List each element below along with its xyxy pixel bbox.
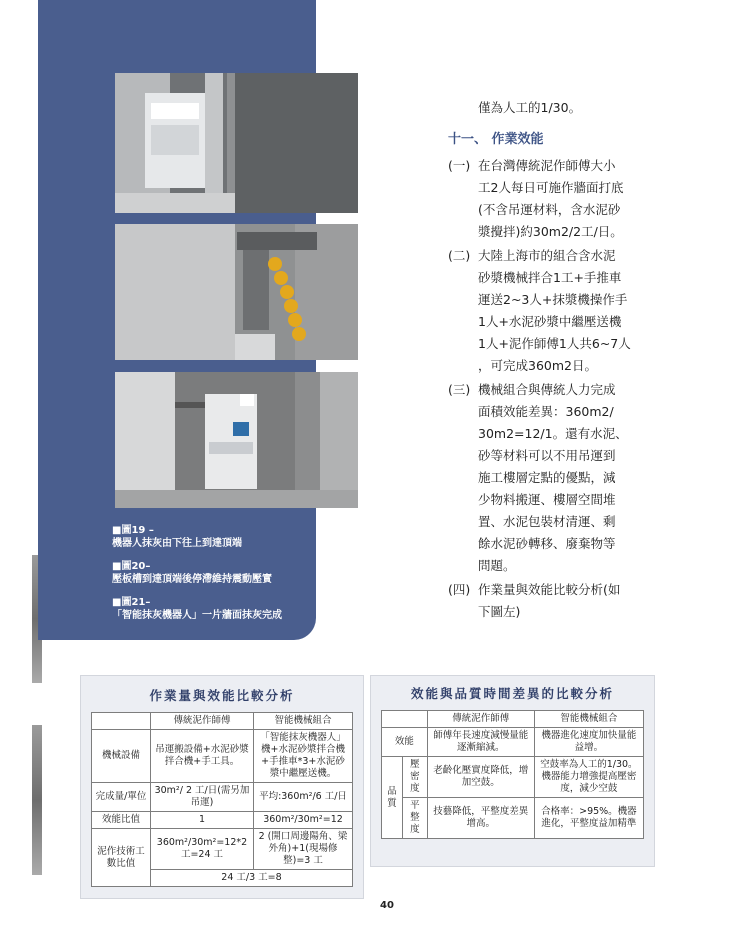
caption-label: ■圖20–: [112, 561, 151, 572]
table-cell: 24 工/3 工=8: [151, 870, 353, 887]
caption-text: 機器人抹灰由下往上到達頂端: [112, 538, 242, 549]
caption-figure-21: [112, 596, 312, 622]
item-line: 砂等材料可以不用吊運到: [478, 448, 616, 463]
table-cell: 機器進化速度加快量能益增。: [534, 728, 643, 757]
table-cell: 1: [151, 812, 254, 829]
item-line: 少物料搬運、樓層空間堆: [478, 492, 616, 507]
item-line: 下圖左): [478, 604, 521, 619]
list-item: [448, 155, 638, 243]
workload-comparison-box: [80, 675, 364, 899]
table-header-cell: 傳統泥作師傅: [427, 711, 534, 728]
list-item: [448, 579, 638, 623]
item-line: 砂漿機械拌合1工+手推車: [478, 270, 622, 285]
item-number: (一): [448, 158, 471, 173]
plastering-robot-top-image: [115, 73, 358, 213]
caption-figure-19: [112, 524, 312, 550]
table-row: [92, 783, 353, 812]
table-header-cell: [92, 713, 151, 730]
table-row: [92, 730, 353, 783]
item-line: 運送2~3人+抹漿機操作手: [478, 292, 628, 307]
article-body: [448, 97, 638, 625]
item-line: 餘水泥砂轉移、廢棄物等: [478, 536, 616, 551]
table-row: [92, 713, 353, 730]
item-line: 漿攪拌)約30m2/2工/日。: [478, 224, 623, 239]
item-number: (三): [448, 382, 471, 397]
table-header-cell: 傳統泥作師傅: [151, 713, 254, 730]
row-label: 平整度: [403, 798, 428, 839]
row-label: 泥作技術工數比值: [92, 829, 151, 887]
table-title: 作業量與效能比較分析: [149, 688, 295, 703]
table-cell: 技藝降低，平整度差異增高。: [427, 798, 534, 839]
photo-figure-19: [115, 73, 358, 213]
item-line: 置、水泥包裝材清運、剩: [478, 514, 616, 529]
table-row: [92, 812, 353, 829]
row-label: 效能: [382, 728, 428, 757]
row-label: 機械設備: [92, 730, 151, 783]
table-row: [382, 728, 644, 757]
quality-comparison-box: [370, 675, 655, 867]
item-number: (四): [448, 582, 471, 597]
quality-comparison-table: [381, 710, 644, 839]
item-line: (不含吊運材料，含水泥砂: [478, 202, 621, 217]
figure-captions: [112, 524, 312, 632]
table-cell: 合格率：>95%。機器進化，平整度益加精準: [534, 798, 643, 839]
table-row: [382, 711, 644, 728]
item-line: 工2人每日可施作牆面打底: [478, 180, 624, 195]
table-row: [382, 757, 644, 798]
table-row: [92, 829, 353, 870]
table-header-cell: 智能機械組合: [534, 711, 643, 728]
photo-figure-20: [115, 224, 358, 360]
item-line: 機械組合與傳統人力完成: [478, 382, 616, 397]
item-line: 面積效能差異：360m2/: [478, 404, 614, 419]
list-item: [448, 379, 638, 577]
item-line: 30m2=12/1。還有水泥、: [478, 426, 628, 441]
section-title: 十一、 作業效能: [448, 132, 544, 147]
page-number: 40: [380, 900, 394, 911]
item-line: 在台灣傳統泥作師傅大小: [478, 158, 616, 173]
item-number: (二): [448, 248, 471, 263]
row-label: 完成量/單位: [92, 783, 151, 812]
table-cell: 老齡化壓實度降低，增加空鼓。: [427, 757, 534, 798]
list-item: [448, 245, 638, 377]
caption-label: ■圖21–: [112, 597, 151, 608]
workload-comparison-table: [91, 712, 353, 887]
table-cell: 30m²/ 2 工/日(需另加吊運): [151, 783, 254, 812]
table-header-cell: 智能機械組合: [254, 713, 353, 730]
table-header-cell: [382, 711, 428, 728]
item-line: 問題。: [478, 558, 516, 573]
table-row: [382, 798, 644, 839]
intro-line: 僅為人工的1/30。: [478, 100, 582, 115]
table-cell: 360m²/30m²=12*2 工=24 工: [151, 829, 254, 870]
table-cell: 2 (開口周邊陽角、梁外角)+1(現場修整)=3 工: [254, 829, 353, 870]
item-line: 大陸上海市的組合含水泥: [478, 248, 616, 263]
caption-label: ■圖19 –: [112, 525, 154, 536]
row-label: 壓密度: [403, 757, 428, 798]
caption-text: 壓板槽到達頂端後停滯維持震動壓實: [112, 574, 272, 585]
left-edge-strip-bottom: [32, 725, 42, 875]
table-cell: 師傅年長速度減慢量能逐漸縮減。: [427, 728, 534, 757]
caption-figure-20: [112, 560, 312, 586]
row-label: 效能比值: [92, 812, 151, 829]
table-cell: 吊運搬設備+水泥砂漿拌合機+手工具。: [151, 730, 254, 783]
item-line: 1人+水泥砂漿中繼壓送機: [478, 314, 622, 329]
item-line: 施工樓層定點的優點，減: [478, 470, 616, 485]
item-line: ，可完成360m2日。: [478, 358, 597, 373]
item-line: 作業量與效能比較分析(如: [478, 582, 621, 597]
table-cell: 360m²/30m²=12: [254, 812, 353, 829]
table-title: 效能與品質時間差異的比較分析: [410, 686, 614, 701]
caption-text: 「智能抹灰機器人」一片牆面抹灰完成: [112, 610, 282, 621]
pressure-plate-top-image: [115, 224, 358, 360]
table-cell: 「智能抹灰機器人」機+水泥砂漿拌合機+手推車*3+水泥砂漿中繼壓送機。: [254, 730, 353, 783]
photo-figure-21: [115, 372, 358, 508]
table-cell: 平均:360m²/6 工/日: [254, 783, 353, 812]
item-line: 1人+泥作師傅1人共6~7人: [478, 336, 631, 351]
completed-wall-image: [115, 372, 358, 508]
row-group-label: 品質: [382, 757, 403, 839]
table-cell: 空鼓率為人工的1/30。機器能力增強提高壓密度，減少空鼓: [534, 757, 643, 798]
